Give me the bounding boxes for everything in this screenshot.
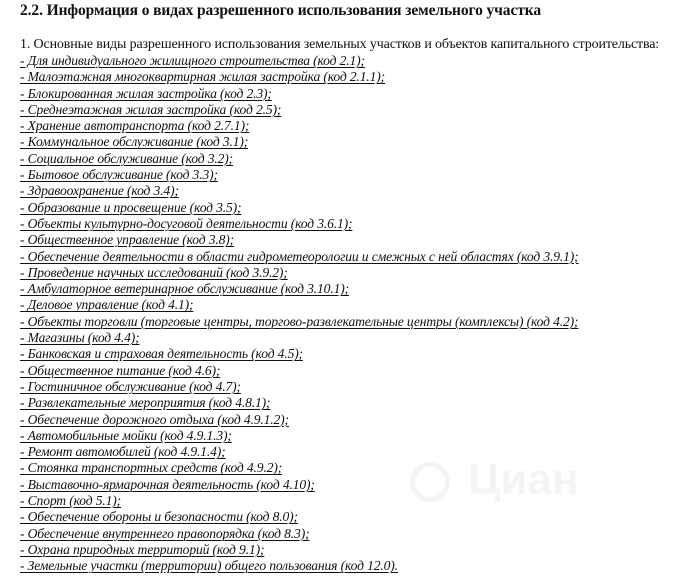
permitted-use-item: - Обеспечение внутреннего правопорядка (код 8.3); — [20, 525, 310, 541]
permitted-use-item: - Коммунальное обслуживание (код 3.1); — [20, 134, 249, 150]
permitted-use-item: - Гостиничное обслуживание (код 4.7); — [20, 378, 241, 394]
permitted-use-item: - Стоянка транспортных средств (код 4.9.2); — [20, 460, 283, 476]
permitted-use-item: - Ремонт автомобилей (код 4.9.1.4); — [20, 444, 226, 460]
permitted-use-item: - Проведение научных исследований (код 3.9.2); — [20, 264, 288, 280]
permitted-use-item: - Амбулаторное ветеринарное обслуживание (код 3.10.1); — [20, 281, 349, 297]
permitted-use-item: - Охрана природных территорий (код 9.1); — [20, 541, 265, 557]
permitted-use-item: - Для индивидуального жилищного строительства (код 2.1); — [20, 53, 365, 68]
section-heading: 2.2. Информация о видах разрешенного использования земельного участка — [20, 2, 541, 19]
permitted-use-item: - Автомобильные мойки (код 4.9.1.3); — [20, 427, 232, 443]
permitted-use-item: - Обеспечение дорожного отдыха (код 4.9.1.2); — [20, 411, 289, 427]
permitted-use-item: - Общественное управление (код 3.8); — [20, 232, 235, 248]
permitted-use-item: - Образование и просвещение (код 3.5); — [20, 199, 242, 215]
permitted-use-item: - Выставочно-ярмарочная деятельность (код 4.10); — [20, 476, 315, 492]
permitted-use-item: - Земельные участки (территории) общего пользования (код 12.0). — [20, 558, 398, 574]
permitted-use-item: - Объекты культурно-досуговой деятельности (код 3.6.1); — [20, 215, 353, 231]
permitted-use-item: - Спорт (код 5.1); — [20, 493, 122, 509]
permitted-use-item: - Обеспечение деятельности в области гидрометеорологии и смежных с ней областях (код 3.9.1); — [20, 248, 579, 264]
permitted-use-item: - Обеспечение обороны и безопасности (код 8.0); — [20, 509, 298, 525]
permitted-use-item: - Социальное обслуживание (код 3.2); — [20, 150, 234, 166]
permitted-use-item: - Хранение автотранспорта (код 2.7.1); — [20, 118, 250, 134]
permitted-use-item: - Здравоохранение (код 3.4); — [20, 183, 179, 199]
intro-text: 1. Основные виды разрешенного использования земельных участков и объектов капитального строительства: — [20, 37, 660, 52]
permitted-use-item: - Малоэтажная многоквартирная жилая застройка (код 2.1.1); — [20, 69, 386, 85]
permitted-use-item: - Банковская и страховая деятельность (код 4.5); — [20, 346, 303, 362]
permitted-use-item: - Деловое управление (код 4.1); — [20, 297, 194, 313]
permitted-use-item: - Объекты торговли (торговые центры, торгово-развлекательные центры (комплексы) (код 4.2); — [20, 313, 579, 329]
permitted-use-item: - Развлекательные мероприятия (код 4.8.1); — [20, 395, 271, 411]
permitted-use-item: - Магазины (код 4.4); — [20, 330, 140, 346]
permitted-use-item: - Среднеэтажная жилая застройка (код 2.5); — [20, 101, 282, 117]
permitted-use-item: - Общественное питание (код 4.6); — [20, 362, 221, 378]
permitted-use-list — [20, 53, 579, 575]
permitted-use-item: - Блокированная жилая застройка (код 2.3); — [20, 85, 272, 101]
permitted-use-item: - Бытовое обслуживание (код 3.3); — [20, 167, 218, 183]
